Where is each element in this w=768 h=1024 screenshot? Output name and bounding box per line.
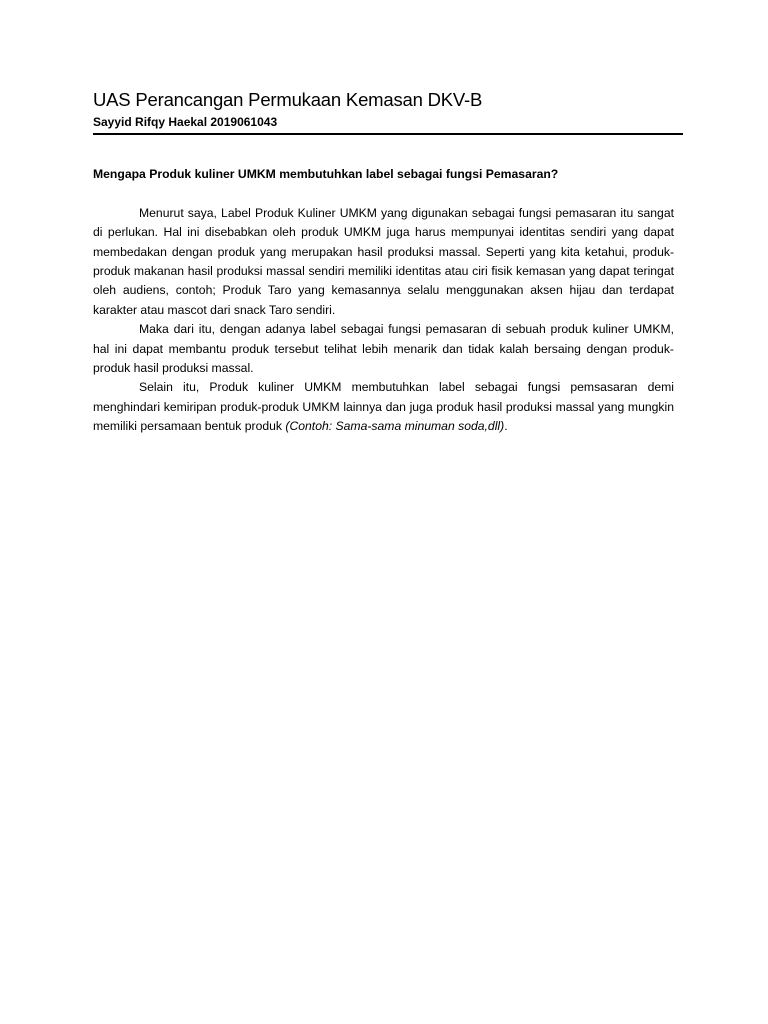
document-body: [93, 165, 674, 437]
paragraph-1-text: Menurut saya, Label Produk Kuliner UMKM yang digunakan sebagai fungsi pemasaran itu sangat di perlukan. Hal ini disebabkan oleh produk UMKM juga harus mempunyai identitas sendiri yang dapat membedakan dengan produk yang merupakan hasil produksi massal. Seperti yang kita ketahui, produk-produk makanan hasil produksi massal sendiri memiliki identitas atau ciri fisik kemasan yang dapat teringat oleh audiens, contoh; Produk Taro yang kemasannya selalu menggunakan aksen hijau dan terdapat karakter atau mascot dari snack Taro sendiri.: [93, 205, 674, 317]
paragraph-3: [93, 378, 674, 436]
paragraph-2: [93, 320, 674, 378]
author-line: Sayyid Rifqy Haekal 2019061043: [93, 115, 278, 129]
header-divider: [93, 133, 683, 135]
paragraph-2-text: Maka dari itu, dengan adanya label sebagai fungsi pemasaran di sebuah produk kuliner UMKM, hal ini dapat membantu produk tersebut telihat lebih menarik dan tidak kalah bersaing dengan produk-produk hasil produksi massal.: [93, 322, 674, 376]
paragraph-3-end: .: [504, 419, 508, 434]
paragraph-3-text: Selain itu, Produk kuliner UMKM membutuhkan label sebagai fungsi pemsasaran demi menghindari kemiripan produk-produk UMKM lainnya dan juga produk hasil produksi massal yang mungkin memiliki persamaan bentuk produk: [93, 380, 674, 434]
paragraph-3-example: (Contoh: Sama-sama minuman soda,dll): [285, 419, 505, 434]
question-heading: Mengapa Produk kuliner UMKM membutuhkan label sebagai fungsi Pemasaran?: [93, 167, 559, 181]
paragraph-1: [93, 204, 674, 320]
document-title: UAS Perancangan Permukaan Kemasan DKV-B: [93, 89, 483, 110]
document-header: [93, 89, 683, 130]
